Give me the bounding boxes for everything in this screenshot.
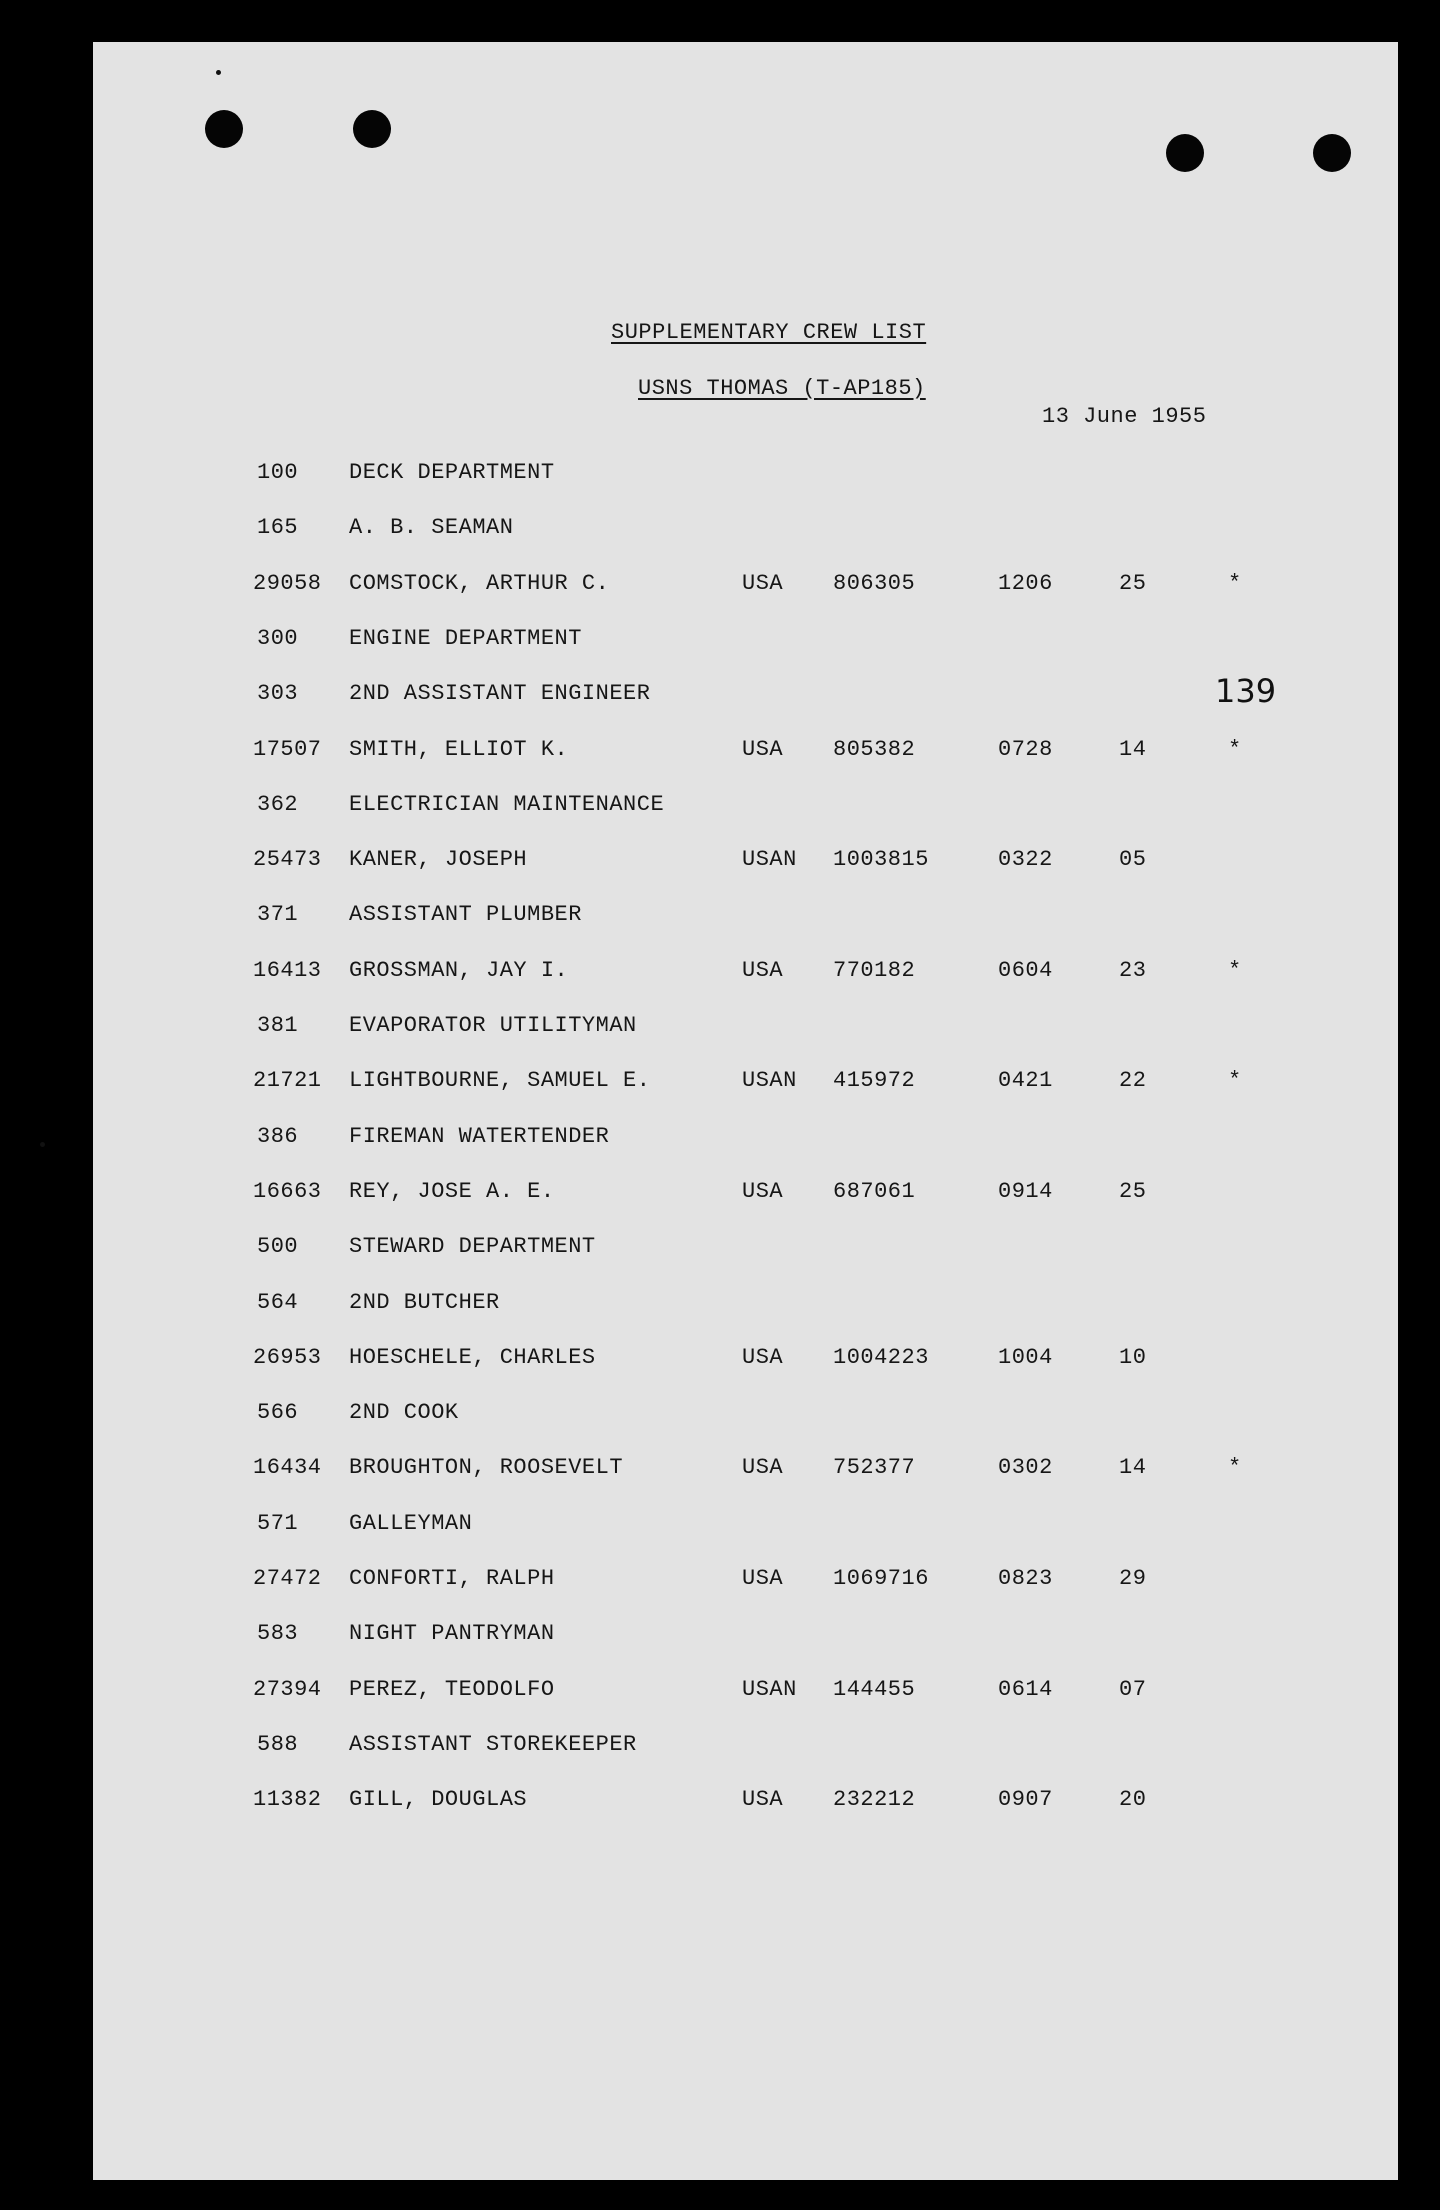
date-code: 0914 xyxy=(998,1179,1053,1204)
crew-id: 27394 xyxy=(253,1677,322,1702)
punch-hole-4 xyxy=(1313,134,1351,172)
document-number: 1069716 xyxy=(833,1566,929,1591)
document-date: 13 June 1955 xyxy=(1042,404,1207,429)
crew-id: 16413 xyxy=(253,958,322,983)
crew-name: KANER, JOSEPH xyxy=(349,847,528,872)
section-code: 362 xyxy=(257,792,299,817)
date-code: 1206 xyxy=(998,571,1053,596)
section-label: STEWARD DEPARTMENT xyxy=(349,1234,596,1259)
punch-hole-3 xyxy=(1166,134,1204,172)
section-code: 371 xyxy=(257,902,299,927)
age: 29 xyxy=(1119,1566,1147,1591)
crew-name: PEREZ, TEODOLFO xyxy=(349,1677,555,1702)
section-code: 381 xyxy=(257,1013,299,1038)
asterisk-mark: * xyxy=(1228,1455,1242,1480)
crew-name: HOESCHELE, CHARLES xyxy=(349,1345,596,1370)
crew-id: 27472 xyxy=(253,1566,322,1591)
section-code: 566 xyxy=(257,1400,299,1425)
age: 23 xyxy=(1119,958,1147,983)
asterisk-mark: * xyxy=(1228,1068,1242,1093)
section-label: DECK DEPARTMENT xyxy=(349,460,555,485)
section-code: 564 xyxy=(257,1290,299,1315)
document-title: SUPPLEMENTARY CREW LIST xyxy=(611,320,927,345)
document-number: 415972 xyxy=(833,1068,916,1093)
date-code: 0322 xyxy=(998,847,1053,872)
date-code: 0421 xyxy=(998,1068,1053,1093)
section-code: 165 xyxy=(257,515,299,540)
date-code: 0728 xyxy=(998,737,1053,762)
speck xyxy=(40,1142,45,1147)
document-number: 805382 xyxy=(833,737,916,762)
section-label: ASSISTANT PLUMBER xyxy=(349,902,582,927)
nationality: USAN xyxy=(742,1068,797,1093)
section-code: 300 xyxy=(257,626,299,651)
nationality: USA xyxy=(742,1345,784,1370)
section-code: 571 xyxy=(257,1511,299,1536)
crew-name: COMSTOCK, ARTHUR C. xyxy=(349,571,610,596)
age: 25 xyxy=(1119,1179,1147,1204)
section-label: NIGHT PANTRYMAN xyxy=(349,1621,555,1646)
nationality: USA xyxy=(742,1179,784,1204)
crew-name: LIGHTBOURNE, SAMUEL E. xyxy=(349,1068,651,1093)
section-code: 303 xyxy=(257,681,299,706)
document-number: 1003815 xyxy=(833,847,929,872)
section-code: 588 xyxy=(257,1732,299,1757)
document-number: 770182 xyxy=(833,958,916,983)
section-code: 583 xyxy=(257,1621,299,1646)
nationality: USA xyxy=(742,1787,784,1812)
document-number: 806305 xyxy=(833,571,916,596)
age: 22 xyxy=(1119,1068,1147,1093)
section-label: FIREMAN WATERTENDER xyxy=(349,1124,610,1149)
crew-id: 25473 xyxy=(253,847,322,872)
section-label: ASSISTANT STOREKEEPER xyxy=(349,1732,637,1757)
section-label: A. B. SEAMAN xyxy=(349,515,514,540)
date-code: 0907 xyxy=(998,1787,1053,1812)
section-code: 500 xyxy=(257,1234,299,1259)
crew-id: 26953 xyxy=(253,1345,322,1370)
section-label: ELECTRICIAN MAINTENANCE xyxy=(349,792,665,817)
section-code: 100 xyxy=(257,460,299,485)
section-label: 2ND COOK xyxy=(349,1400,459,1425)
crew-name: REY, JOSE A. E. xyxy=(349,1179,555,1204)
section-label: GALLEYMAN xyxy=(349,1511,473,1536)
page-number: 139 xyxy=(1215,672,1277,710)
crew-name: CONFORTI, RALPH xyxy=(349,1566,555,1591)
age: 14 xyxy=(1119,737,1147,762)
nationality: USA xyxy=(742,1566,784,1591)
age: 05 xyxy=(1119,847,1147,872)
document-number: 1004223 xyxy=(833,1345,929,1370)
document-number: 144455 xyxy=(833,1677,916,1702)
punch-hole-1 xyxy=(205,110,243,148)
nationality: USA xyxy=(742,1455,784,1480)
crew-id: 16434 xyxy=(253,1455,322,1480)
age: 25 xyxy=(1119,571,1147,596)
date-code: 0614 xyxy=(998,1677,1053,1702)
document-number: 687061 xyxy=(833,1179,916,1204)
document-number: 752377 xyxy=(833,1455,916,1480)
section-label: 2ND BUTCHER xyxy=(349,1290,500,1315)
section-label: ENGINE DEPARTMENT xyxy=(349,626,582,651)
age: 14 xyxy=(1119,1455,1147,1480)
crew-name: SMITH, ELLIOT K. xyxy=(349,737,569,762)
document-page xyxy=(93,42,1398,2180)
asterisk-mark: * xyxy=(1228,571,1242,596)
crew-id: 16663 xyxy=(253,1179,322,1204)
nationality: USA xyxy=(742,571,784,596)
asterisk-mark: * xyxy=(1228,958,1242,983)
crew-id: 17507 xyxy=(253,737,322,762)
section-label: 2ND ASSISTANT ENGINEER xyxy=(349,681,651,706)
asterisk-mark: * xyxy=(1228,737,1242,762)
crew-name: BROUGHTON, ROOSEVELT xyxy=(349,1455,624,1480)
date-code: 0823 xyxy=(998,1566,1053,1591)
nationality: USAN xyxy=(742,1677,797,1702)
nationality: USAN xyxy=(742,847,797,872)
section-code: 386 xyxy=(257,1124,299,1149)
crew-id: 29058 xyxy=(253,571,322,596)
date-code: 0604 xyxy=(998,958,1053,983)
crew-name: GROSSMAN, JAY I. xyxy=(349,958,569,983)
date-code: 0302 xyxy=(998,1455,1053,1480)
age: 20 xyxy=(1119,1787,1147,1812)
nationality: USA xyxy=(742,737,784,762)
age: 07 xyxy=(1119,1677,1147,1702)
section-label: EVAPORATOR UTILITYMAN xyxy=(349,1013,637,1038)
nationality: USA xyxy=(742,958,784,983)
ship-name: USNS THOMAS (T-AP185) xyxy=(638,376,926,401)
crew-id: 21721 xyxy=(253,1068,322,1093)
crew-name: GILL, DOUGLAS xyxy=(349,1787,528,1812)
age: 10 xyxy=(1119,1345,1147,1370)
date-code: 1004 xyxy=(998,1345,1053,1370)
crew-id: 11382 xyxy=(253,1787,322,1812)
punch-hole-2 xyxy=(353,110,391,148)
document-number: 232212 xyxy=(833,1787,916,1812)
speck xyxy=(216,70,221,75)
